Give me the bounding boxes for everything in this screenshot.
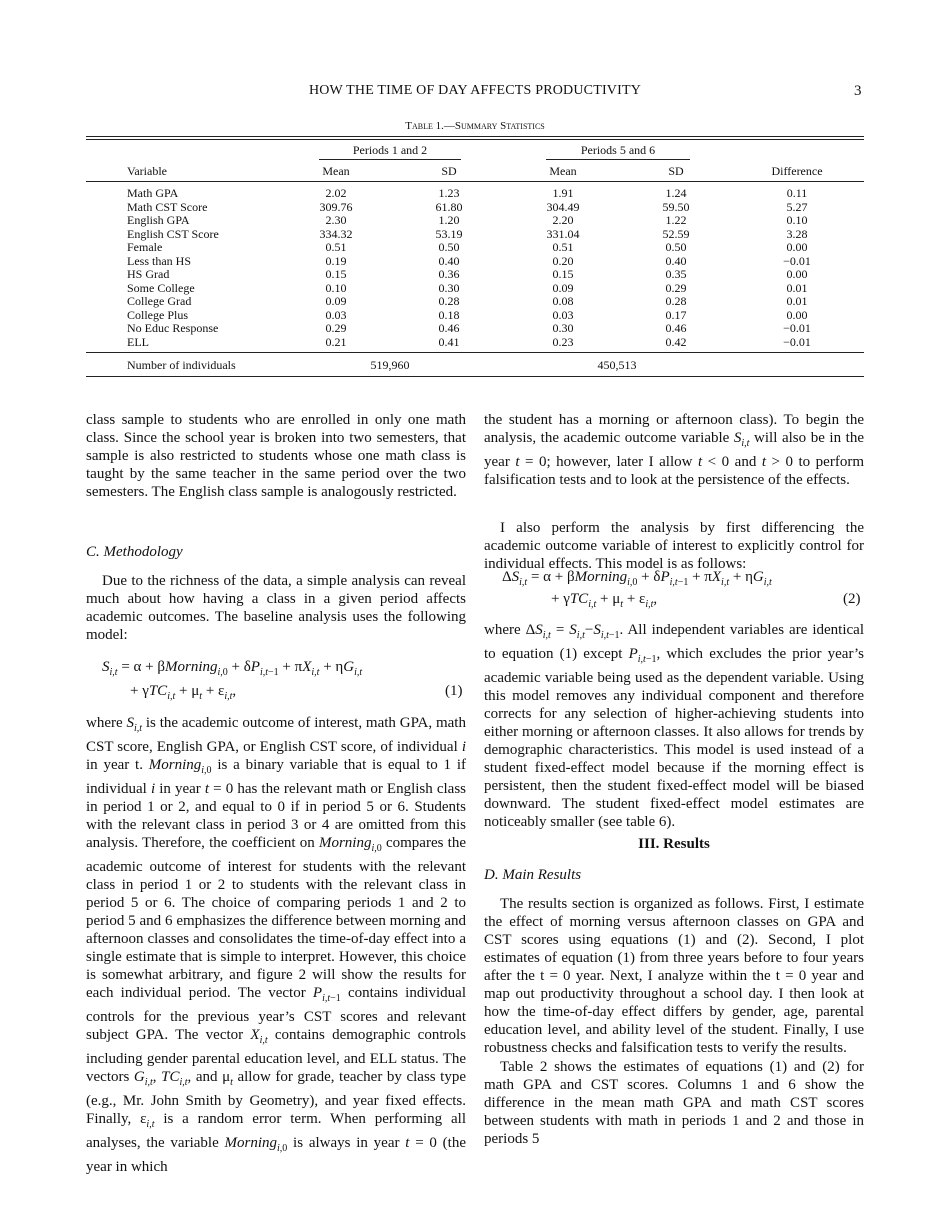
table-cell-sd2: 0.17 [665,307,687,322]
table-cell-variable: English GPA [127,213,190,227]
table-cell-diff: −0.01 [783,253,811,268]
table-cell-diff: −0.01 [783,321,811,335]
right-para-1: the student has a morning or afternoon class). To begin the analysis, the academic outcome variable $S_{i,t}$ will also be in the year t = 0; however, later I allow t < 0 and t > 0 to perform falsification tests and to look at the persistence of the effects. [484,412,864,488]
table-cell-sd2: 0.42 [665,334,687,349]
table-cell-sd2: 0.29 [665,280,687,295]
table-cell-variable: HS Grad [127,267,170,281]
table-cell-variable: Female [127,240,163,254]
group-header-periods-1-2: Periods 1 and 2 [352,143,428,157]
equation-1-line-2: + $\gamma TC_{i,t} + \mu_t + \varepsilon_{i,t}$, [130,683,237,702]
table-cell-mean1: 0.51 [325,240,347,254]
right-para-2: I also perform the analysis by first differencing the academic outcome variable of interest to explicitly control for individual effects. This model is as follows: [484,520,864,572]
table-cell-variable: No Educ Response [127,321,219,335]
col-header-mean-1: Mean [322,164,350,178]
table-bottom-rule [86,376,864,377]
table-footer-rule [86,352,864,353]
table-cell-sd2: 0.46 [665,321,687,335]
table-cell-diff: 0.11 [786,186,808,200]
table-title: Table 1.—Summary Statistics [405,120,545,132]
table-cell-sd1: 0.40 [438,253,460,268]
equation-1-number: (1) [445,683,463,699]
table-cell-diff: 0.00 [786,240,808,254]
equation-2-line-1: $\Delta S_{i,t} = \alpha$ + βMorning$_{i,0}$ + $\delta P_{i,t-1} + \pi X_{i,t} + \eta G_{i,t}$ [502,569,772,588]
table-cell-sd2: 1.22 [665,213,687,227]
table-cell-variable: English CST Score [127,226,219,241]
group-underline-2 [546,159,690,160]
table-cell-diff: 0.01 [786,294,808,308]
section-iii-heading: III. Results [638,836,710,852]
table-cell-mean2: 0.20 [552,253,574,268]
right-para-5: Table 2 shows the estimates of equations (1) and (2) for math GPA and CST scores. Columns 1 and 6 show the difference in the mean math GPA and math CST scores between students with math in periods 1 and 2 and those in periods 5 [484,1059,864,1147]
col-header-sd-1: SD [441,164,457,178]
right-para-3: where $\Delta S_{i,t} = S_{i,t}-S_{i,t-1}$. All independent variables are identical to equation (1) except $P_{i,t-1}$, which excludes the prior year’s academic variable being used as the dependent variable. Using this model removes any individual component and therefore corrects for any selection of higher-achieving students into either morning or afternoon classes. It also allows for trends by demographic characteristics. This model is used instead of a student fixed-effect model because if the morning effect is persistent, then the student fixed-effect model will be biased downward. The student fixed-effect model estimates are noticeably smaller (see table 6). [484,622,864,830]
table-cell-mean2: 0.09 [552,280,574,295]
footer-n-periods-1-2: 519,960 [370,358,410,372]
table-cell-sd1: 0.50 [438,240,460,254]
table-cell-mean2: 1.91 [552,186,574,200]
left-para-2: Due to the richness of the data, a simple analysis can reveal much about how having a class in a given period affects academic outcomes. The baseline analysis uses the following model: [86,573,466,643]
table-cell-mean1: 309.76 [319,199,353,214]
table-cell-mean1: 2.02 [325,186,347,200]
table-cell-sd1: 61.80 [435,199,463,214]
table-top-rule [86,136,864,137]
table-cell-variable: ELL [127,334,149,349]
table-cell-sd1: 0.18 [438,307,460,322]
table-cell-sd1: 53.19 [435,226,463,241]
table-cell-mean2: 0.23 [552,334,574,349]
table-cell-sd1: 0.36 [438,267,460,281]
table-cell-variable: Math GPA [127,186,179,200]
right-para-4: The results section is organized as follows. First, I estimate the effect of morning versus afternoon classes on GPA and CST scores using equations (1) and (2). Second, I plot estimates of equation (1) from three years before to four years after the t = 0 year. Next, I analyze within the t = 0 year and map out productivity throughout a school day. I then look at how the time-of-day effect differs by gender, age, parental education level, and ability level of the student. Finally, I use robustness checks and falsification tests to verify the results. [484,896,864,1056]
col-header-mean-2: Mean [549,164,577,178]
table-cell-mean1: 0.15 [325,267,347,281]
table-cell-sd1: 1.20 [438,213,460,227]
table-cell-sd1: 0.28 [438,294,460,308]
table-header-rule [86,181,864,182]
table-cell-diff: 0.00 [786,307,808,322]
equation-2-number: (2) [843,591,861,607]
table-cell-sd2: 0.35 [665,267,687,281]
table-cell-sd1: 0.30 [438,280,460,295]
group-underline-1 [319,159,461,160]
table-cell-sd2: 0.28 [665,294,687,308]
footer-n-periods-5-6: 450,513 [597,358,637,372]
table-cell-variable: Less than HS [127,253,191,268]
table-cell-mean2: 0.30 [552,321,574,335]
col-header-sd-2: SD [668,164,684,178]
group-header-periods-5-6: Periods 5 and 6 [580,143,656,157]
table-cell-diff: −0.01 [783,334,811,349]
table-cell-sd2: 52.59 [662,226,690,241]
table-cell-mean2: 0.15 [552,267,574,281]
col-header-difference: Difference [771,164,823,178]
table-cell-variable: Math CST Score [127,199,208,214]
footer-label: Number of individuals [127,358,236,372]
table-cell-mean1: 334.32 [319,226,353,241]
left-para-3: where $S_{i,t}$ is the academic outcome of interest, math GPA, math CST score, English GPA, or English CST score, of individual i in year t. Morning$_{i,0}$ is a binary variable that is equal to 1 if individual i in year t = 0 has the relevant math or English class in period 1 or 2, and equal to 0 if in period 5 or 6. Students with the relevant class in period 3 or 4 are omitted from this analysis. Therefore, the coefficient on Morning$_{i,0}$ compares the academic outcome of interest for students with the relevant class in period 1 or 2 to students with the relevant class in period 5 or 6. The choice of comparing periods 1 and 2 to period 5 and 6 emphasizes the difference between morning and afternoon classes and consolidates the time-of-day effect into a single estimate that is simple to interpret. However, this choice is somewhat arbitrary, and figure 2 will show the results for each individual period. The vector $P_{i,t-1}$ contains individual controls for the previous year’s CST scores and relevant subject GPA. The vector $X_{i,t}$ contains demographic controls including gender parental education level, and ELL status. The vectors $G_{i,t}$, $TC_{i,t}$, and $\mu_t$ allow for grade, teacher by class type (e.g., Mr. John Smith by Geometry), and year fixed effects. Finally, $\varepsilon_{i,t}$ is a random error term. When performing all analyses, the variable Morning$_{i,0}$ is always in year t = 0 (the year in which [86,715,467,1175]
section-c-heading: C. Methodology [86,544,183,560]
table-cell-mean1: 0.03 [325,307,347,322]
table-cell-sd2: 1.24 [665,186,687,200]
table-cell-sd2: 59.50 [662,199,690,214]
table-cell-mean1: 2.30 [325,213,347,227]
table-cell-diff: 0.01 [786,280,808,295]
table-cell-sd1: 1.23 [438,186,460,200]
table-cell-mean2: 0.03 [552,307,574,322]
table-cell-mean2: 0.51 [552,240,574,254]
table-cell-diff: 5.27 [786,199,808,214]
table-cell-mean1: 0.09 [325,294,347,308]
table-cell-mean2: 304.49 [546,199,580,214]
table-cell-diff: 0.10 [786,213,808,227]
section-d-heading: D. Main Results [484,867,582,883]
table-cell-diff: 0.00 [786,267,808,281]
table-cell-variable: Some College [127,280,195,295]
table-cell-mean1: 0.19 [325,253,347,268]
table-cell-mean2: 331.04 [546,226,580,241]
table-cell-mean1: 0.29 [325,321,347,335]
equation-2-line-2: + $\gamma TC_{i,t} + \mu_t + \varepsilon_{i,t}$, [551,591,658,610]
table-cell-mean2: 0.08 [552,294,574,308]
table-top-rule-2 [86,139,864,140]
equation-1-line-1: $S_{i,t} = \alpha$ + βMorning$_{i,0}$ + $\delta P_{i,t-1} + \pi X_{i,t} + \eta G_{i,t}$ [102,659,363,678]
table-cell-sd2: 0.40 [665,253,687,268]
table-cell-variable: College Grad [127,294,192,308]
table-cell-sd1: 0.41 [438,334,460,349]
table-cell-sd2: 0.50 [665,240,687,254]
left-para-1: class sample to students who are enrolled in only one math class. Since the school year is broken into two semesters, that sample is also restricted to students whose one math class is taught by the same teacher in the same period over the two semesters. The English class sample is analogously restricted. [86,412,466,500]
table-cell-mean1: 0.10 [325,280,347,295]
page-number: 3 [854,83,862,99]
table-cell-variable: College Plus [127,307,189,322]
col-header-variable: Variable [127,164,167,178]
table-cell-sd1: 0.46 [438,321,460,335]
table-cell-mean1: 0.21 [325,334,347,349]
running-head: HOW THE TIME OF DAY AFFECTS PRODUCTIVITY [308,83,642,98]
table-cell-mean2: 2.20 [552,213,574,227]
table-cell-diff: 3.28 [786,226,808,241]
